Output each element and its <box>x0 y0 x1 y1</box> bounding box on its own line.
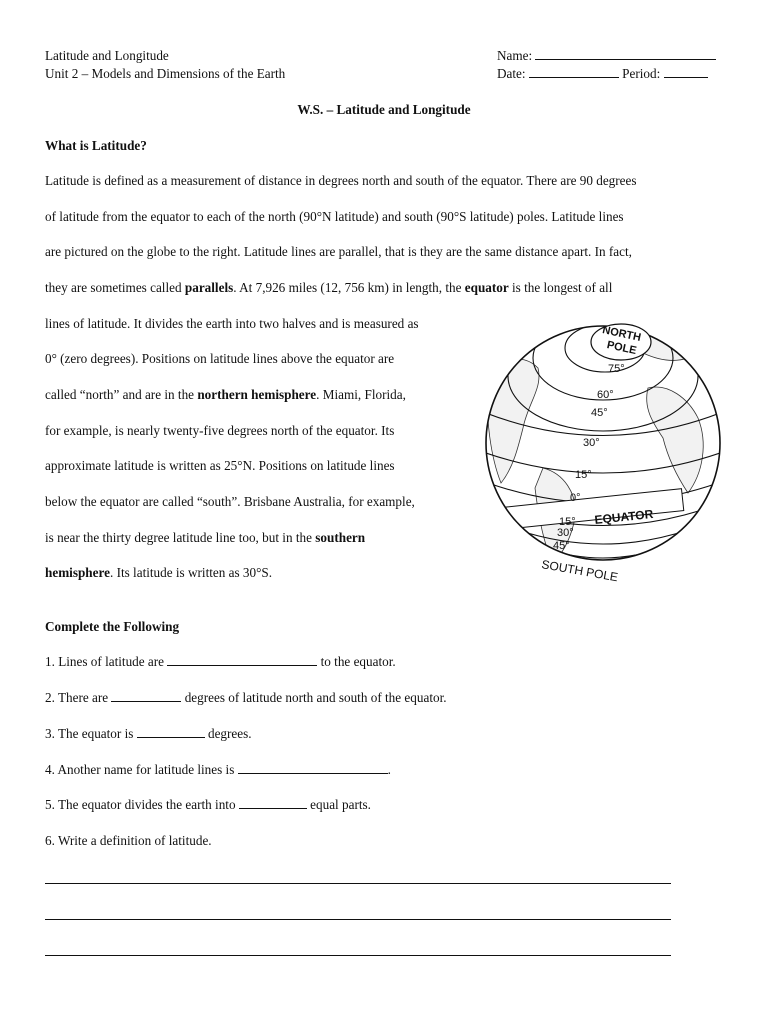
question-1 <box>45 654 396 670</box>
paragraph-line <box>45 530 365 546</box>
text-run: they are sometimes called <box>45 280 185 295</box>
answer-blank[interactable] <box>111 690 181 702</box>
question-text: 4. Another name for latitude lines is <box>45 762 238 777</box>
period-blank <box>664 66 708 78</box>
lat-label-0: 0° <box>570 492 581 504</box>
course-title: Latitude and Longitude <box>45 48 169 63</box>
lat-label-45s: 45° <box>553 540 570 552</box>
name-blank <box>535 48 716 60</box>
question-text: 5. The equator divides the earth into <box>45 797 239 812</box>
section-heading-complete: Complete the Following <box>45 619 180 634</box>
question-3 <box>45 726 252 742</box>
worksheet-title: W.S. – Latitude and Longitude <box>297 102 471 117</box>
term-equator: equator <box>464 280 509 295</box>
paragraph-line: lines of latitude. It divides the earth into two halves and is measured as <box>45 316 419 331</box>
question-text: 2. There are <box>45 690 112 705</box>
answer-line[interactable] <box>45 883 671 884</box>
term-northern-hemisphere: northern hemisphere <box>197 387 317 402</box>
lat-label-75: 75° <box>608 363 625 375</box>
lat-label-15s: 15° <box>559 516 576 528</box>
question-text: . <box>387 762 391 777</box>
paragraph-line: below the equator are called “south”. Brisbane Australia, for example, <box>45 494 415 509</box>
answer-line[interactable] <box>45 955 671 956</box>
lat-label-45: 45° <box>591 407 608 419</box>
period-label: Period: <box>622 66 661 81</box>
text-run: . Its latitude is written as 30°S. <box>109 565 273 580</box>
north-pole-label-1: NORTH <box>601 324 642 345</box>
question-text: degrees. <box>204 726 252 741</box>
lat-label-15: 15° <box>575 469 592 481</box>
text-run: is near the thirty degree latitude line too, but in the <box>45 530 316 545</box>
name-field <box>497 48 716 64</box>
paragraph-line: are pictured on the globe to the right. Latitude lines are parallel, that is they are the same distance apart. In fact, <box>45 244 632 259</box>
term-southern: southern <box>315 530 366 545</box>
question-6: 6. Write a definition of latitude. <box>45 833 212 848</box>
question-2 <box>45 690 447 706</box>
paragraph-line: approximate latitude is written as 25°N. Positions on latitude lines <box>45 458 395 473</box>
lat-label-30: 30° <box>583 437 600 449</box>
answer-blank[interactable] <box>167 654 317 666</box>
text-run: is the longest of all <box>508 280 613 295</box>
answer-line[interactable] <box>45 919 671 920</box>
question-text: to the equator. <box>317 654 396 669</box>
lat-label-60: 60° <box>597 389 614 401</box>
question-4 <box>45 762 391 778</box>
paragraph-line <box>45 280 612 296</box>
question-text: equal parts. <box>306 797 371 812</box>
equator-label: EQUATOR <box>593 506 654 527</box>
answer-blank[interactable] <box>137 726 205 738</box>
answer-blank[interactable] <box>238 762 388 774</box>
date-blank <box>529 66 619 78</box>
section-heading-latitude: What is Latitude? <box>45 138 147 153</box>
term-parallels: parallels <box>184 280 234 295</box>
date-label: Date: <box>497 66 526 81</box>
paragraph-line <box>45 565 272 581</box>
name-label: Name: <box>497 48 533 63</box>
text-run: . At 7,926 miles (12, 756 km) in length, the <box>233 280 465 295</box>
paragraph-line <box>45 387 406 403</box>
unit-title: Unit 2 – Models and Dimensions of the Earth <box>45 66 286 81</box>
north-pole-label-2: POLE <box>605 339 638 358</box>
date-period-field <box>497 66 708 82</box>
paragraph-line: of latitude from the equator to each of the north (90°N latitude) and south (90°S latitude) poles. Latitude lines <box>45 209 624 224</box>
question-5 <box>45 797 371 813</box>
question-text: 1. Lines of latitude are <box>45 654 168 669</box>
paragraph-line: for example, is nearly twenty-five degrees north of the equator. Its <box>45 423 395 438</box>
lat-label-30s: 30° <box>557 527 574 539</box>
text-run: called “north” and are in the <box>45 387 198 402</box>
term-hemisphere: hemisphere <box>45 565 110 580</box>
question-text: 3. The equator is <box>45 726 137 741</box>
answer-blank[interactable] <box>239 797 307 809</box>
south-pole-label: SOUTH POLE <box>540 557 620 585</box>
globe-illustration <box>483 318 723 586</box>
paragraph-line: Latitude is defined as a measurement of distance in degrees north and south of the equator. There are 90 degrees <box>45 173 637 188</box>
paragraph-line: 0° (zero degrees). Positions on latitude lines above the equator are <box>45 351 395 366</box>
text-run: . Miami, Florida, <box>316 387 406 402</box>
question-text: degrees of latitude north and south of the equator. <box>181 690 447 705</box>
